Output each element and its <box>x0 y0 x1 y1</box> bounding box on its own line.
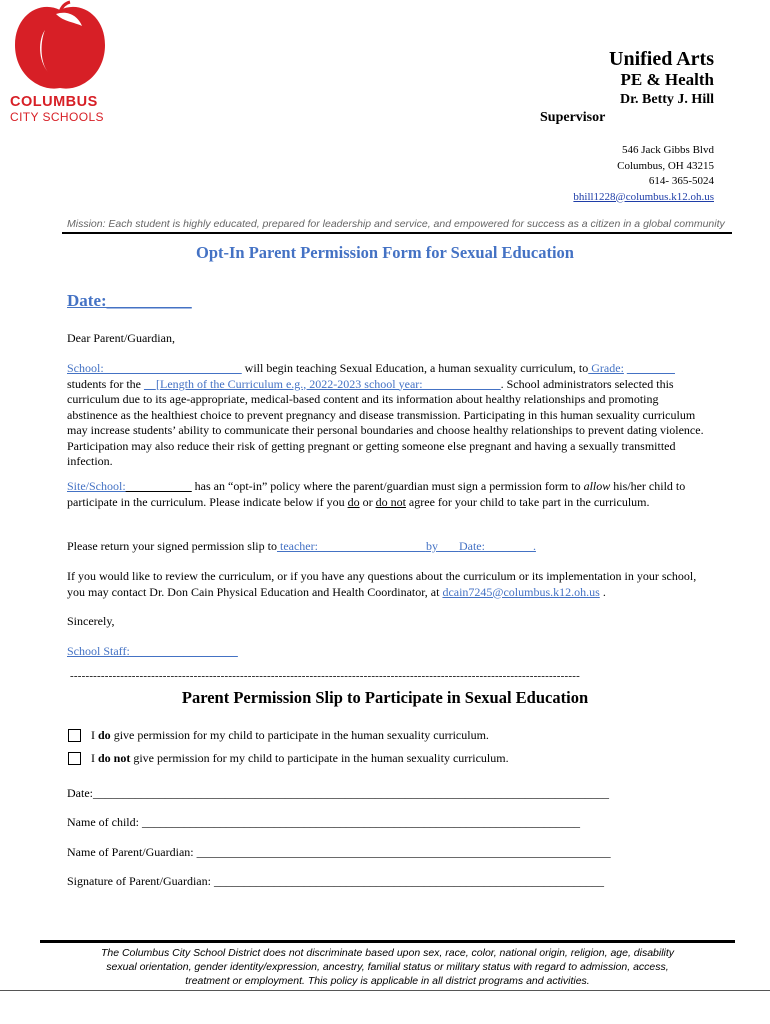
phone-number: 614- 365-5024 <box>648 175 714 187</box>
deny-permission-checkbox[interactable] <box>68 752 81 765</box>
parent-name-field[interactable]: Name of Parent/Guardian: _____________________________________________________________________ <box>67 845 611 859</box>
address-city: Columbus, OH 43215 <box>617 159 714 172</box>
coordinator-email-link[interactable]: dcain7245@columbus.k12.oh.us <box>442 584 600 599</box>
form-title: Opt-In Parent Permission Form for Sexual Education <box>196 243 574 262</box>
give-permission-label: I do give permission for my child to participate in the human sexuality curriculum. <box>91 728 489 742</box>
slip-date-field[interactable]: Date:______________________________________________________________________________________ <box>67 786 609 800</box>
para3-end: . <box>532 539 536 553</box>
para4-text-b: . <box>599 584 606 599</box>
closing: Sincerely, <box>67 614 115 628</box>
para2-text-b: his/her child to participate in the curriculum. Please indicate below if you <box>67 479 686 509</box>
parent-signature-field[interactable]: Signature of Parent/Guardian: _________________________________________________________________ <box>67 874 604 888</box>
mission-statement: Mission: Each student is highly educated, prepared for leadership and service, and empowered for success as a citizen in a global community <box>67 218 725 230</box>
footer-line-2: sexual orientation, gender identity/expression, ancestry, familial status or military status with regard to admission, access, <box>106 961 669 973</box>
grade-blank: ________ <box>626 361 675 375</box>
grade-label: Grade: <box>588 361 624 375</box>
option-deny-permission <box>68 751 509 766</box>
deny-permission-label: I do not give permission for my child to participate in the human sexuality curriculum. <box>91 751 509 765</box>
salutation: Dear Parent/Guardian, <box>67 331 175 345</box>
option-give-permission <box>68 728 489 743</box>
address-street: 546 Jack Gibbs Blvd <box>622 144 714 156</box>
cut-line: ------------------------------------------------------------------------------------------------------------------------------------ <box>70 670 580 682</box>
do-emphasis: do <box>347 494 360 509</box>
page-bottom-rule <box>0 990 770 991</box>
site-school-label: Site/School: <box>67 479 126 493</box>
child-name-field[interactable]: Name of child: _________________________________________________________________________ <box>67 815 580 829</box>
supervisor-name: Dr. Betty J. Hill <box>620 92 714 107</box>
paragraph-opt-in <box>67 479 707 510</box>
footer-divider <box>40 940 735 943</box>
by-label: by <box>425 539 438 553</box>
header-divider <box>62 232 732 234</box>
date-heading: Date:__________ <box>67 291 192 310</box>
give-permission-checkbox[interactable] <box>68 729 81 742</box>
para2-text-d: agree for your child to take part in the curriculum. <box>405 494 650 509</box>
logo-subtitle: CITY SCHOOLS <box>10 110 104 124</box>
para4-text-a: If you would like to review the curriculum, or if you have any questions about the curriculum or its implementation in your school, you may contact Dr. Don Cain Physical Education and Health Coordinator, at <box>67 569 697 599</box>
paragraph-curriculum <box>67 361 707 470</box>
do-not-emphasis: do not <box>375 494 406 509</box>
return-date-blank: Date:________ <box>458 539 533 553</box>
para2-text-a: has an “opt-in” policy where the parent/guardian must sign a permission form to <box>191 479 584 493</box>
school-blank: School:_______________________ <box>67 361 242 375</box>
apple-logo-icon <box>10 0 110 95</box>
footer-line-1: The Columbus City School District does not discriminate based upon sex, race, color, national origin, religion, age, disability <box>100 947 675 959</box>
paragraph-contact <box>67 569 707 600</box>
site-school-blank: ___________ <box>125 479 192 493</box>
para2-text-c: or <box>359 494 376 509</box>
footer-line-3: treatment or employment. This policy is applicable in all district programs and activities. <box>185 975 590 987</box>
supervisor-email-link[interactable]: bhill1228@columbus.k12.oh.us <box>573 190 714 203</box>
department-title: Unified Arts <box>609 48 714 70</box>
address-block <box>573 143 714 205</box>
department-subtitle: PE & Health <box>620 70 714 89</box>
para3-text: Please return your signed permission slip to <box>67 539 277 553</box>
teacher-blank: teacher:_________________ <box>276 539 420 553</box>
school-staff-blank: School Staff:__________________ <box>67 644 238 658</box>
allow-emphasis: allow <box>583 479 611 493</box>
paragraph-return <box>67 539 707 555</box>
para1-text-b: students for the <box>67 376 144 391</box>
para1-text-c: . School administrators selected this curriculum due to its age-appropriate, medical-based content and its information about healthy relationships and promoting abstinence as the healthiest choice to prevent pregnancy and disease transmission. Participating in this human sexuality curriculum may increase students’ ability to communicate their personal boundaries and choose healthy relationships to prevent dating violence. Participation may also reduce their risk of getting pregnant or getting someone else pregnant and having a sexually transmitted infection. <box>67 376 704 468</box>
slip-title: Parent Permission Slip to Participate in Sexual Education <box>181 688 589 707</box>
logo-name: COLUMBUS <box>10 94 98 110</box>
nondiscrimination-notice <box>40 946 735 988</box>
supervisor-role: Supervisor <box>540 110 606 125</box>
curriculum-length-blank: __[Length of the Curriculum e.g., 2022-2023 school year:_____________ <box>144 376 501 391</box>
para1-text-a: will begin teaching Sexual Education, a human sexuality curriculum, to <box>241 361 589 375</box>
